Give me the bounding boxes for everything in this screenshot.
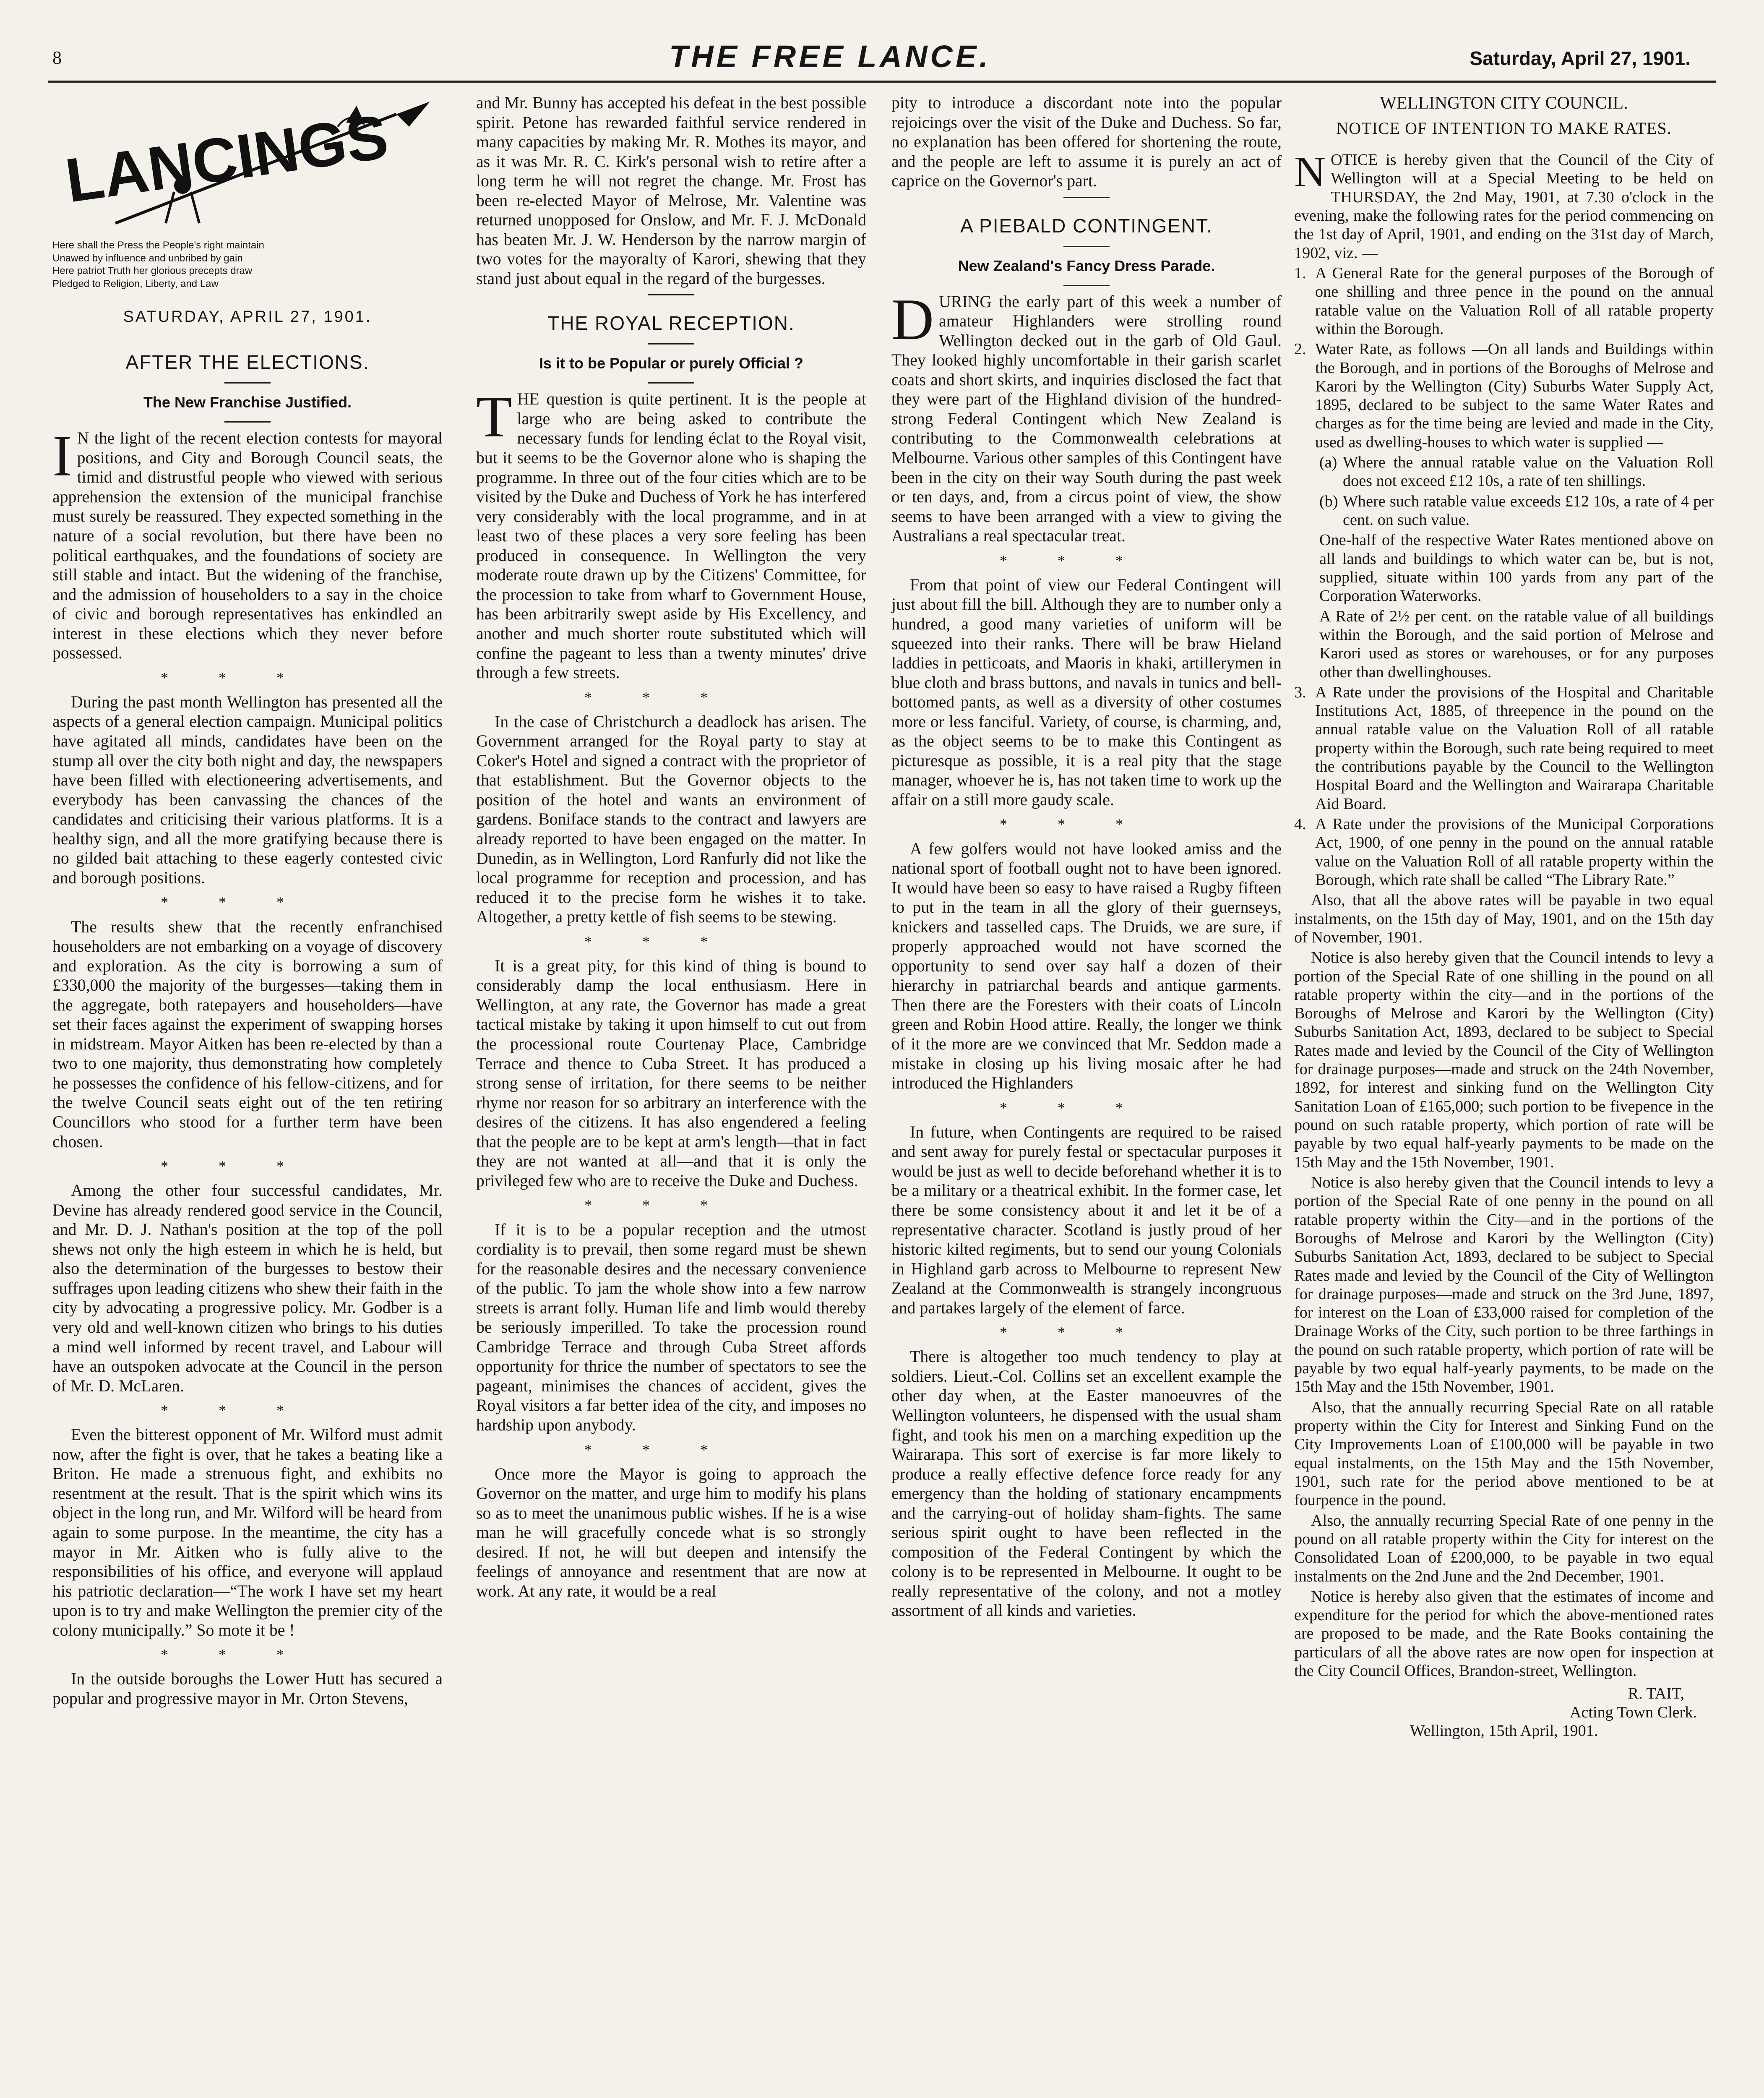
section-break: ***: [584, 1197, 758, 1214]
column-1: [52, 93, 443, 1714]
rate-item: [1294, 340, 1714, 451]
motto-line: Pledged to Religion, Liberty, and Law: [52, 278, 219, 290]
notice-council: WELLINGTON CITY COUNCIL.: [1380, 94, 1628, 113]
header-rule: [48, 81, 1716, 83]
article-paragraph: The results shew that the recently enfranchised householders are not embarking on a voyage of discovery and exploration. As the city is borrowing a sum of £330,000 the majority of the burgesses—taking them in the aggregate, both ratepayers and householders—have set their faces against the experiment of swapping horses in midstream. Mayor Aitken has been re-elected by than a two to one majority, thus demonstrating how completely he possesses the confidence of his fellow-citizens, and for the twelve Council seats eight out of the ten retiring Councillors who stood for a further term have been chosen.: [52, 917, 443, 1151]
rate-subitem: [1319, 492, 1714, 530]
article-paragraph: In future, when Contingents are required to be raised and sent away for purely festal or spectacular purposes it would be just as well to decide beforehand whether it is to be a military or a theatrical exhibit. In the former case, let there be some consistency about it and let it be of a representative character. Scotland is justly proud of her historic kilted regiments, but to send our young Colonials in Highland garb across to Melbourne to represent New Zealand at the Commonwealth is strangely incongruous and partakes largely of the element of farce.: [891, 1122, 1282, 1317]
item-number: (b): [1319, 492, 1338, 510]
council-notice: [1294, 93, 1714, 1740]
section-break: ***: [161, 1158, 334, 1175]
drop-cap: D: [891, 287, 934, 352]
item-number: 3.: [1294, 683, 1306, 701]
notice-paragraph: Notice is hereby also given that the estimates of income and expenditure for the period for which the above-mentioned rates are proposed to be made, and the Rate Books containing the particulars of all the above rates are now open for inspection at the City Council Offices, Brandon-street, Wellington.: [1294, 1587, 1714, 1680]
paragraph-text: N the light of the recent election contests for mayoral positions, and City and Borough Council seats, the timid and distrustful people who viewed with serious apprehension the extension of the municipal franchise must surely be reassured. They expected something in the nature of a social revolution, but there have been no political earthquakes, and the foundations of society are still stable and intact. But the widening of the franchise, and the admission of householders to a say in the choice of civic and borough representatives has enkindled an interest in these elections which they never before possessed.: [52, 429, 443, 663]
section-break: ***: [1000, 816, 1173, 833]
column-3: [891, 93, 1282, 1626]
rate-item: [1294, 683, 1714, 813]
notice-paragraph: Notice is also hereby given that the Council intends to levy a portion of the Special Rate of one penny in the pound on all ratable property within the City—and in the portions of the Boroughs of Melrose and Karori by the Wellington (City) Suburbs Sanitation Act, 1893, declared to be subject to Special Rates made and levied by the Council of the City of Wellington for drainage purposes—made and struck on the 3rd June, 1897, for interest on the Loan of £33,000 raised for completion of the Drainage Works of the City, such portion to be three farthings in the pound on such ratable property, which portion of rate will be payable by two equal half-yearly payments, to be made on the 15th May and the 15th November, 1901.: [1294, 1173, 1714, 1396]
section-break: ***: [161, 894, 334, 911]
motto-line: Here shall the Press the People's right maintain: [52, 240, 264, 251]
divider: [648, 294, 694, 295]
section-break: ***: [161, 1646, 334, 1663]
article-paragraph: If it is to be a popular reception and the utmost cordiality is to prevail, then some regard must be shewn for the reasonable desires and the necessary convenience of the public. To jam the whole show into a few narrow streets is arrant folly. Human life and limb would thereby be seriously imperilled. To take the procession round Cambridge Terrace and through Cuba Street affords opportunity for thrice the number of spectators to see the pageant, minimises the chances of accident, gives the Royal visitors a far better idea of the city, and imposes no hardship upon anybody.: [476, 1220, 866, 1434]
signer-name: R. TAIT,: [1628, 1685, 1684, 1703]
rate-item: [1294, 264, 1714, 338]
item-text: A Rate under the provisions of the Municipal Corporations Act, 1900, of one penny in the pound on the annual ratable value on the Valuation Roll of all ratable property within the Borough, which rate shall be called “The Library Rate.”: [1315, 815, 1714, 889]
editorial-dateline: SATURDAY, APRIL 27, 1901.: [123, 308, 372, 326]
rate-subitem: A Rate of 2½ per cent. on the ratable value of all buildings within the Borough, and the said portion of Melrose and Karori used as stores or warehouses, or for any purposes other than dwellinghouses.: [1319, 607, 1714, 681]
divider: [224, 421, 271, 423]
section-break: ***: [161, 669, 334, 686]
issue-date: Saturday, April 27, 1901.: [1470, 47, 1691, 69]
article-paragraph: [476, 384, 866, 682]
section-break: ***: [584, 933, 758, 950]
item-text: Where the annual ratable value on the Valuation Roll does not exceed £12 10s, a rate of ten shillings.: [1343, 454, 1714, 490]
article-paragraph: From that point of view our Federal Contingent will just about fill the bill. Although they are to number only a hundred, a good many varieties of uniform will be squeezed into their ranks. There will be braw Hieland laddies in petticoats, and Maoris in khaki, artillerymen in blue cloth and brass buttons, and navals in tunics and bell-bottomed pants, as well as a diversity of other costumes more or less fanciful. Variety, of course, is charming, and, as the object seems to be to make this Contingent as picturesque as possible, it is a real pity that the stage manager, whoever he is, has not taken time to work up the affair on a still more gaudy scale.: [891, 575, 1282, 809]
section-break: ***: [584, 1441, 758, 1458]
paragraph-text: HE question is quite pertinent. It is the people at large who are being asked to contribute the necessary funds for lending éclat to the Royal visit, but it seems to be the Governor alone who is shaping the programme. In three out of the four cities which are to be visited by the Duke and Duchess of York he has interfered very considerably with the local programme, and in at least two of these places a very sore feeling has been produced in consequence. In Wellington the very moderate route drawn up by the Citizens' Committee, for the procession to take from wharf to Government House, has been arbitrarily swept aside by His Excellency, and another and much shorter route substituted which will confine the pageant to less than a twenty minutes' drive through a few streets.: [476, 390, 866, 682]
article-subtitle: New Zealand's Fancy Dress Parade.: [958, 257, 1215, 274]
article-paragraph: There is altogether too much tendency to play at soldiers. Lieut.-Col. Collins set an excellent example the other day when, at the Easter manoeuvres of the Wellington volunteers, he dispensed with the usual sham fight, and took his men on a marching expedition up the Wairarapa. This sort of exercise is far more likely to produce a really effective defence force ready for any emergency than the holding of stationary encampments and the carrying-out of holiday sham-fights. The same serious spirit ought to have been reflected in the composition of the Federal Contingent by which the colony is to be represented in Melbourne. It ought to be really representative of the colony, and not a motley assortment of all kinds and varieties.: [891, 1347, 1282, 1620]
motto-line: Here patriot Truth her glorious precepts draw: [52, 265, 253, 277]
item-text: A Rate under the provisions of the Hospital and Charitable Institutions Act, 1885, of threepence in the pound on the annual ratable value on the Valuation Roll of all ratable property within the Borough, such rate being required to meet the contributions payable by the Council to the Wellington Hospital Board and the Wellington and Wairarapa Charitable Aid Board.: [1315, 683, 1714, 813]
column-2: [476, 93, 866, 1606]
divider: [1063, 197, 1110, 198]
notice-paragraph: Notice is also hereby given that the Council intends to levy a portion of the Special Rate of one shilling in the pound on all ratable property within the city—and in the portions of the Boroughs of Melrose and Karori by the Wellington (City) Suburbs Sanitation Act, 1893, declared to be subject to Special Rates made and levied by the Council of the City of Wellington for drainage purposes—made and struck on the 24th November, 1892, for interest and sinking fund on the Wellington City Sanitation Loan of £165,000; such portion to be fivepence in the pound on such ratable property, which portion of rate will be payable by two equal half-yearly payments to be made on the 15th May and the 15th November, 1901.: [1294, 949, 1714, 1171]
divider: [1063, 246, 1110, 247]
section-break: ***: [1000, 1099, 1173, 1116]
section-break: ***: [584, 689, 758, 706]
article-subtitle: The New Franchise Justified.: [143, 394, 352, 411]
section-break: ***: [1000, 552, 1173, 569]
motto: [52, 239, 443, 291]
divider: [1063, 285, 1110, 286]
item-number: (a): [1319, 454, 1337, 472]
item-text: A General Rate for the general purposes of the Borough of one shilling and three pence in the pound on the annual ratable value on the Valuation Roll of all ratable property within the Borough.: [1315, 264, 1714, 338]
notice-paragraph: Also, that all the above rates will be payable in two equal instalments, on the 15th day of May, 1901, and on the 15th day of November, 1901.: [1294, 891, 1714, 946]
rate-subitem: [1319, 453, 1714, 491]
article-paragraph: pity to introduce a discordant note into the popular rejoicings over the visit of the Duke and Duchess. So far, no explanation has been offered for shortening the route, and the people are left to assume it is purely an act of caprice on the Governor's part.: [891, 94, 1282, 190]
notice-paragraph: Also, that the annually recurring Special Rate on all ratable property within the City for Interest and Sinking Fund on the City Improvements Loan of £100,000 will be payable in two equal instalments, on the 15th May and the 15th November, 1901, such rate for the period above mentioned to be at fourpence in the pound.: [1294, 1398, 1714, 1509]
divider: [648, 382, 694, 384]
paragraph-text: OTICE is hereby given that the Council of the City of Wellington will at a Special Meeting to be held on THURSDAY, the 2nd May, 1901, at 7.30 o'clock in the evening, make the following rates for the period commencing on the 1st day of April, 1901, and ending on the 31st day of March, 1902, viz. —: [1294, 151, 1714, 262]
section-break: ***: [1000, 1324, 1173, 1341]
article-title: THE ROYAL RECEPTION.: [547, 312, 795, 334]
article-paragraph: Among the other four successful candidates, Mr. Devine has already rendered good service in the Council, and Mr. D. J. Nathan's position at the top of the poll shews not only the high esteem in which he is held, but also the determination of the burgesses to bestow their suffrages upon leading citizens who shew their faith in the city by advocating a progressive policy. Mr. Godber is a very old and well-known citizen who brings to his duties a mind well informed by recent travel, and Labour will have an outspoken advocate at the Council in the person of Mr. D. McLaren.: [52, 1181, 443, 1395]
item-text: Water Rate, as follows —On all lands and Buildings within the Borough, and in portions of the Boroughs of Melrose and Karori by the Wellington (City) Suburbs Water Supply Act, 1895, declared to be subject to the same Water Rates and charges as for the time being are levied and made in the City, used as dwelling-houses to which water is supplied —: [1315, 340, 1714, 451]
lancings-logo: [52, 97, 443, 232]
knight-lance-icon: [52, 97, 443, 232]
rate-subitem: One-half of the respective Water Rates mentioned above on all lands and buildings to which water can be, but is not, supplied, situate within 100 yards from any part of the Corporation Waterworks.: [1319, 531, 1714, 605]
article-title: AFTER THE ELECTIONS.: [125, 351, 370, 373]
motto-line: Unawed by influence and unbribed by gain: [52, 252, 243, 264]
rate-item: [1294, 815, 1714, 889]
signer-title: Acting Town Clerk.: [1569, 1703, 1697, 1721]
article-paragraph: Once more the Mayor is going to approach the Governor on the matter, and urge him to modify his plans so as to meet the unanimous public wishes. If he is a wise man he will gracefully concede what is so strongly desired. If not, he will but deepen and intensify the feelings of annoyance and resentment that are now at work. At any rate, it would be a real: [476, 1464, 866, 1600]
article-title: A PIEBALD CONTINGENT.: [960, 214, 1213, 237]
section-break: ***: [161, 1402, 334, 1419]
article-paragraph: A few golfers would not have looked amiss and the national sport of football ought not to have been ignored. It would have been so easy to have raised a Rugby fifteen to put in the team in all the glory of their guernseys, knickers and tasselled caps. The Druids, we are sure, if properly approached would not have scorned the opportunity to send over say half a dozen of their hierarchy in patriarchal beards and antique garments. Then there are the Foresters with their coats of Lincoln green and Robin Hood attire. Really, the longer we think of it the more are we convinced that Mr. Seddon made a mistake in closing up his living mosaic after he had introduced the Highlanders: [891, 839, 1282, 1093]
notice-title: NOTICE OF INTENTION TO MAKE RATES.: [1336, 118, 1672, 138]
paragraph-text: URING the early part of this week a number of amateur Highlanders were strolling round Wellington decked out in the garb of Old Gaul. They looked highly uncomfortable in their garish scarlet coats and short skirts, and inquiries disclosed the fact that they were part of the Highland division of the hundred-strong Federal Contingent which New Zealand is contributing to the Commonwealth celebrations at Melbourne. Various other samples of this Contingent have been in the city on their way South during the past week or ten days, and, from a circus point of view, the show seems to have been arranged with a view to giving the Australians a real spectacular treat.: [891, 292, 1282, 545]
notice-paragraph: Also, the annually recurring Special Rate of one penny in the pound on all ratable property within the City for interest on the Consolidated Loan of £200,000, to be payable in two equal instalments on the 2nd June and the 2nd December, 1901.: [1294, 1511, 1714, 1585]
notice-place-date: Wellington, 15th April, 1901.: [1410, 1722, 1598, 1740]
article-paragraph: In the outside boroughs the Lower Hutt has secured a popular and progressive mayor in Mr. Orton Stevens,: [52, 1670, 443, 1708]
article-paragraph: [52, 423, 443, 663]
logo-wordmark: LANCINGS: [61, 102, 392, 216]
article-paragraph: It is a great pity, for this kind of thing is bound to considerably damp the local enthusiasm. Here in Wellington, at any rate, the Governor has made a great tactical mistake by taking it upon himself to cut out from the processional route Courtenay Place, Cambridge Terrace and thence to Cuba Street. It has produced a strong sense of irritation, for there seems to be neither rhyme nor reason for so arbitrary an interference with the desires of the citizens. It has also engendered a feeling that the people are to be kept at arm's length—that in fact they are not wanted at all—and that it is only the privileged few who are to receive the Duke and Duchess.: [476, 956, 866, 1190]
divider: [224, 382, 271, 384]
article-paragraph: and Mr. Bunny has accepted his defeat in the best possible spirit. Petone has rewarded faithful service rendered in many capacities by making Mr. R. Mothes its mayor, and as it was Mr. R. C. Kirk's personal wish to retire after a long term he will not regret the change. Mr. Frost has been re-elected Mayor of Melrose, Mr. Valentine was returned unopposed for Onslow, and Mr. F. J. McDonald has beaten Mr. J. W. Henderson by the narrow margin of two votes for the mayoralty of Karori, shewing that they stand just about equal in the regard of the burgesses.: [476, 94, 866, 288]
article-paragraph: Even the bitterest opponent of Mr. Wilford must admit now, after the fight is over, that he takes a beating like a Briton. He made a strenuous fight, and exhibits no resentment at the result. That is the spirit which wins its object in the long run, and Mr. Wilford will be heard from again to some purpose. In the meantime, the city has a mayor in Mr. Aitken who is fully alive to the responsibilities of his office, and everyone will applaud his patriotic declaration—“The work I have set my heart upon is to try and make Wellington the premier city of the colony municipally.” So mote it be !: [52, 1425, 443, 1639]
article-paragraph: During the past month Wellington has presented all the aspects of a general election campaign. Municipal politics have agitated all minds, candidates have been on the stump all over the city both night and day, the newspapers have been filled with electioneering advertisements, and everybody has been canvassing the chances of the candidates and criticising their various platforms. It is a healthy sign, and all the more gratifying because there is no gilded bait attaching to these eagerly contested civic and borough positions.: [52, 692, 443, 887]
drop-cap: I: [52, 423, 72, 489]
masthead: THE FREE LANCE.: [669, 39, 991, 74]
item-number: 1.: [1294, 264, 1306, 282]
page-number: 8: [52, 47, 62, 68]
drop-cap: N: [1294, 148, 1326, 196]
article-paragraph: In the case of Christchurch a deadlock has arisen. The Government arranged for the Royal party to stay at Coker's Hotel and signed a contract with the proprietor of that establishment. But the Governor objects to the position of the hotel and wants an environment of gardens. Boniface stands to the contract and lawyers are already reported to have been engaged on the matter. In Dunedin, as in Wellington, Lord Ranfurly did not like the local programme for reception and procession, and has reduced it to the precise form he wishes it to take. Altogether, a pretty kettle of fish seems to be stewing.: [476, 712, 866, 926]
item-text: Where such ratable value exceeds £12 10s, a rate of 4 per cent. on such value.: [1343, 492, 1714, 529]
item-number: 2.: [1294, 340, 1306, 358]
divider: [648, 343, 694, 344]
article-subtitle: Is it to be Popular or purely Official ?: [539, 355, 804, 372]
article-paragraph: [891, 287, 1282, 546]
item-number: 4.: [1294, 815, 1306, 833]
notice-intro: [1294, 148, 1714, 262]
drop-cap: T: [476, 384, 512, 450]
